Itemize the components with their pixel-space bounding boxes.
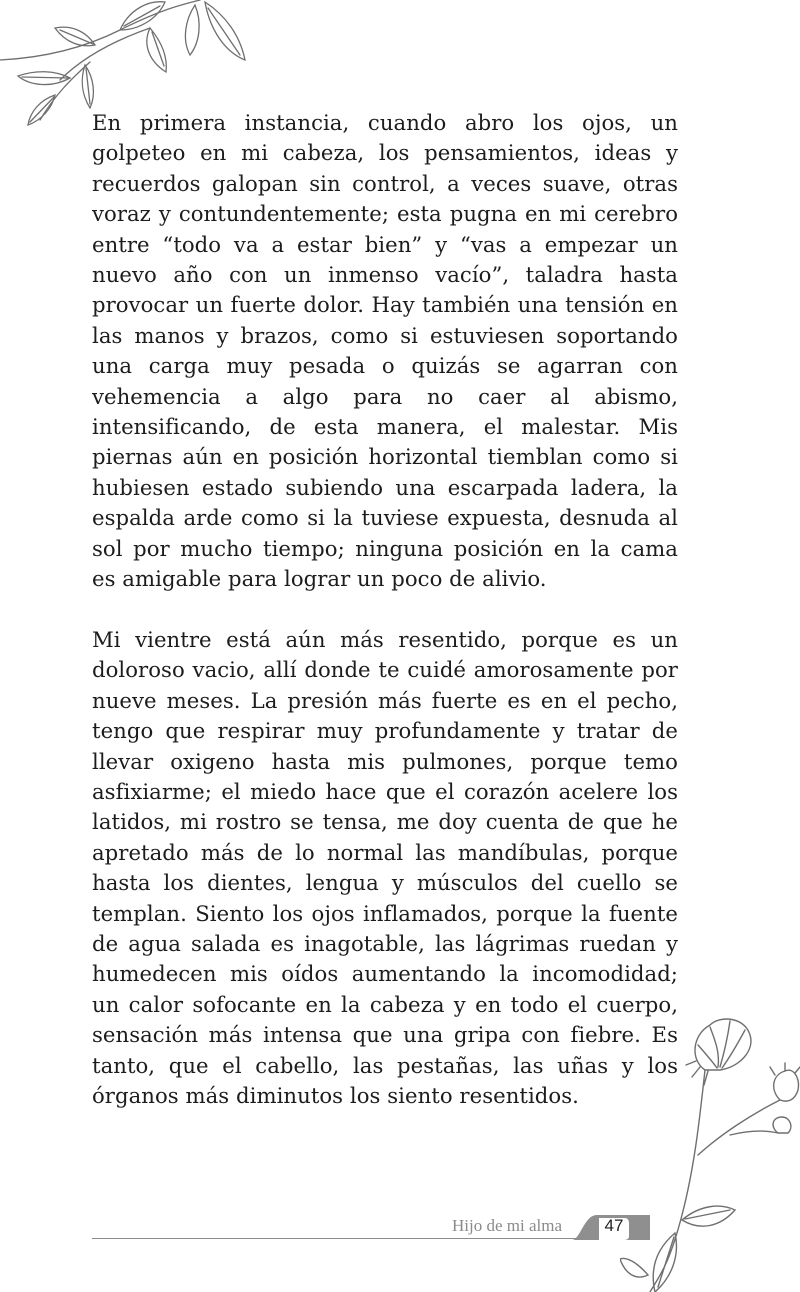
paragraph: En primera instancia, cuando abro los ojos, un golpeteo en mi cabeza, los pensamientos, ideas y recuerdos galopan sin control, a veces suave, otras voraz y contundentemente; esta pugna en mi cerebro entre “todo va a estar bien” y “vas a empezar un nuevo año con un inmenso vacío”, taladra hasta provocar un fuerte dolor. Hay también una tensión en las manos y brazos, como si estuviesen soportando una carga muy pesada o quizás se agarran con vehemencia a algo para no caer al abismo, intensificando, de esta manera, el malestar. Mis piernas aún en posición horizontal tiemblan como si hubiesen estado subiendo una escarpada ladera, la espalda arde como si la tuviese expuesta, desnuda al sol por mucho tiempo; ninguna posición en la cama es amigable para lograr un poco de alivio. xyxy=(92,110,678,592)
page-number: 47 xyxy=(604,1216,624,1235)
footer-rule xyxy=(92,1238,632,1239)
paragraph: Mi vientre está aún más resentido, porque es un doloroso vacio, allí donde te cuidé amorosamente por nueve meses. La presión más fuerte es en el pecho, tengo que respirar muy profundamente y tratar de llevar oxigeno hasta mis pulmones, porque temo asfixiarme; el miedo hace que el corazón acelere los latidos, mi rostro se tensa, me doy cuenta de que he apretado más de lo normal las mandíbulas, porque hasta los dientes, lengua y músculos del cuello se templan. Siento los ojos inflamados, porque la fuente de agua salada es inagotable, las lágrimas ruedan y humedecen mis oídos aumentando la incomodidad; un calor sofocante en la cabeza y en todo el cuerpo, sensación más intensa que una gripa con fiebre. Es tanto, que el cabello, las pestañas, las uñas y los órganos más diminutos los siento resentidos. xyxy=(92,626,678,1108)
body-text xyxy=(92,108,678,1111)
wildflower-stem-illustration xyxy=(620,1005,800,1292)
running-footer-title: Hijo de mi alma xyxy=(451,1216,562,1235)
